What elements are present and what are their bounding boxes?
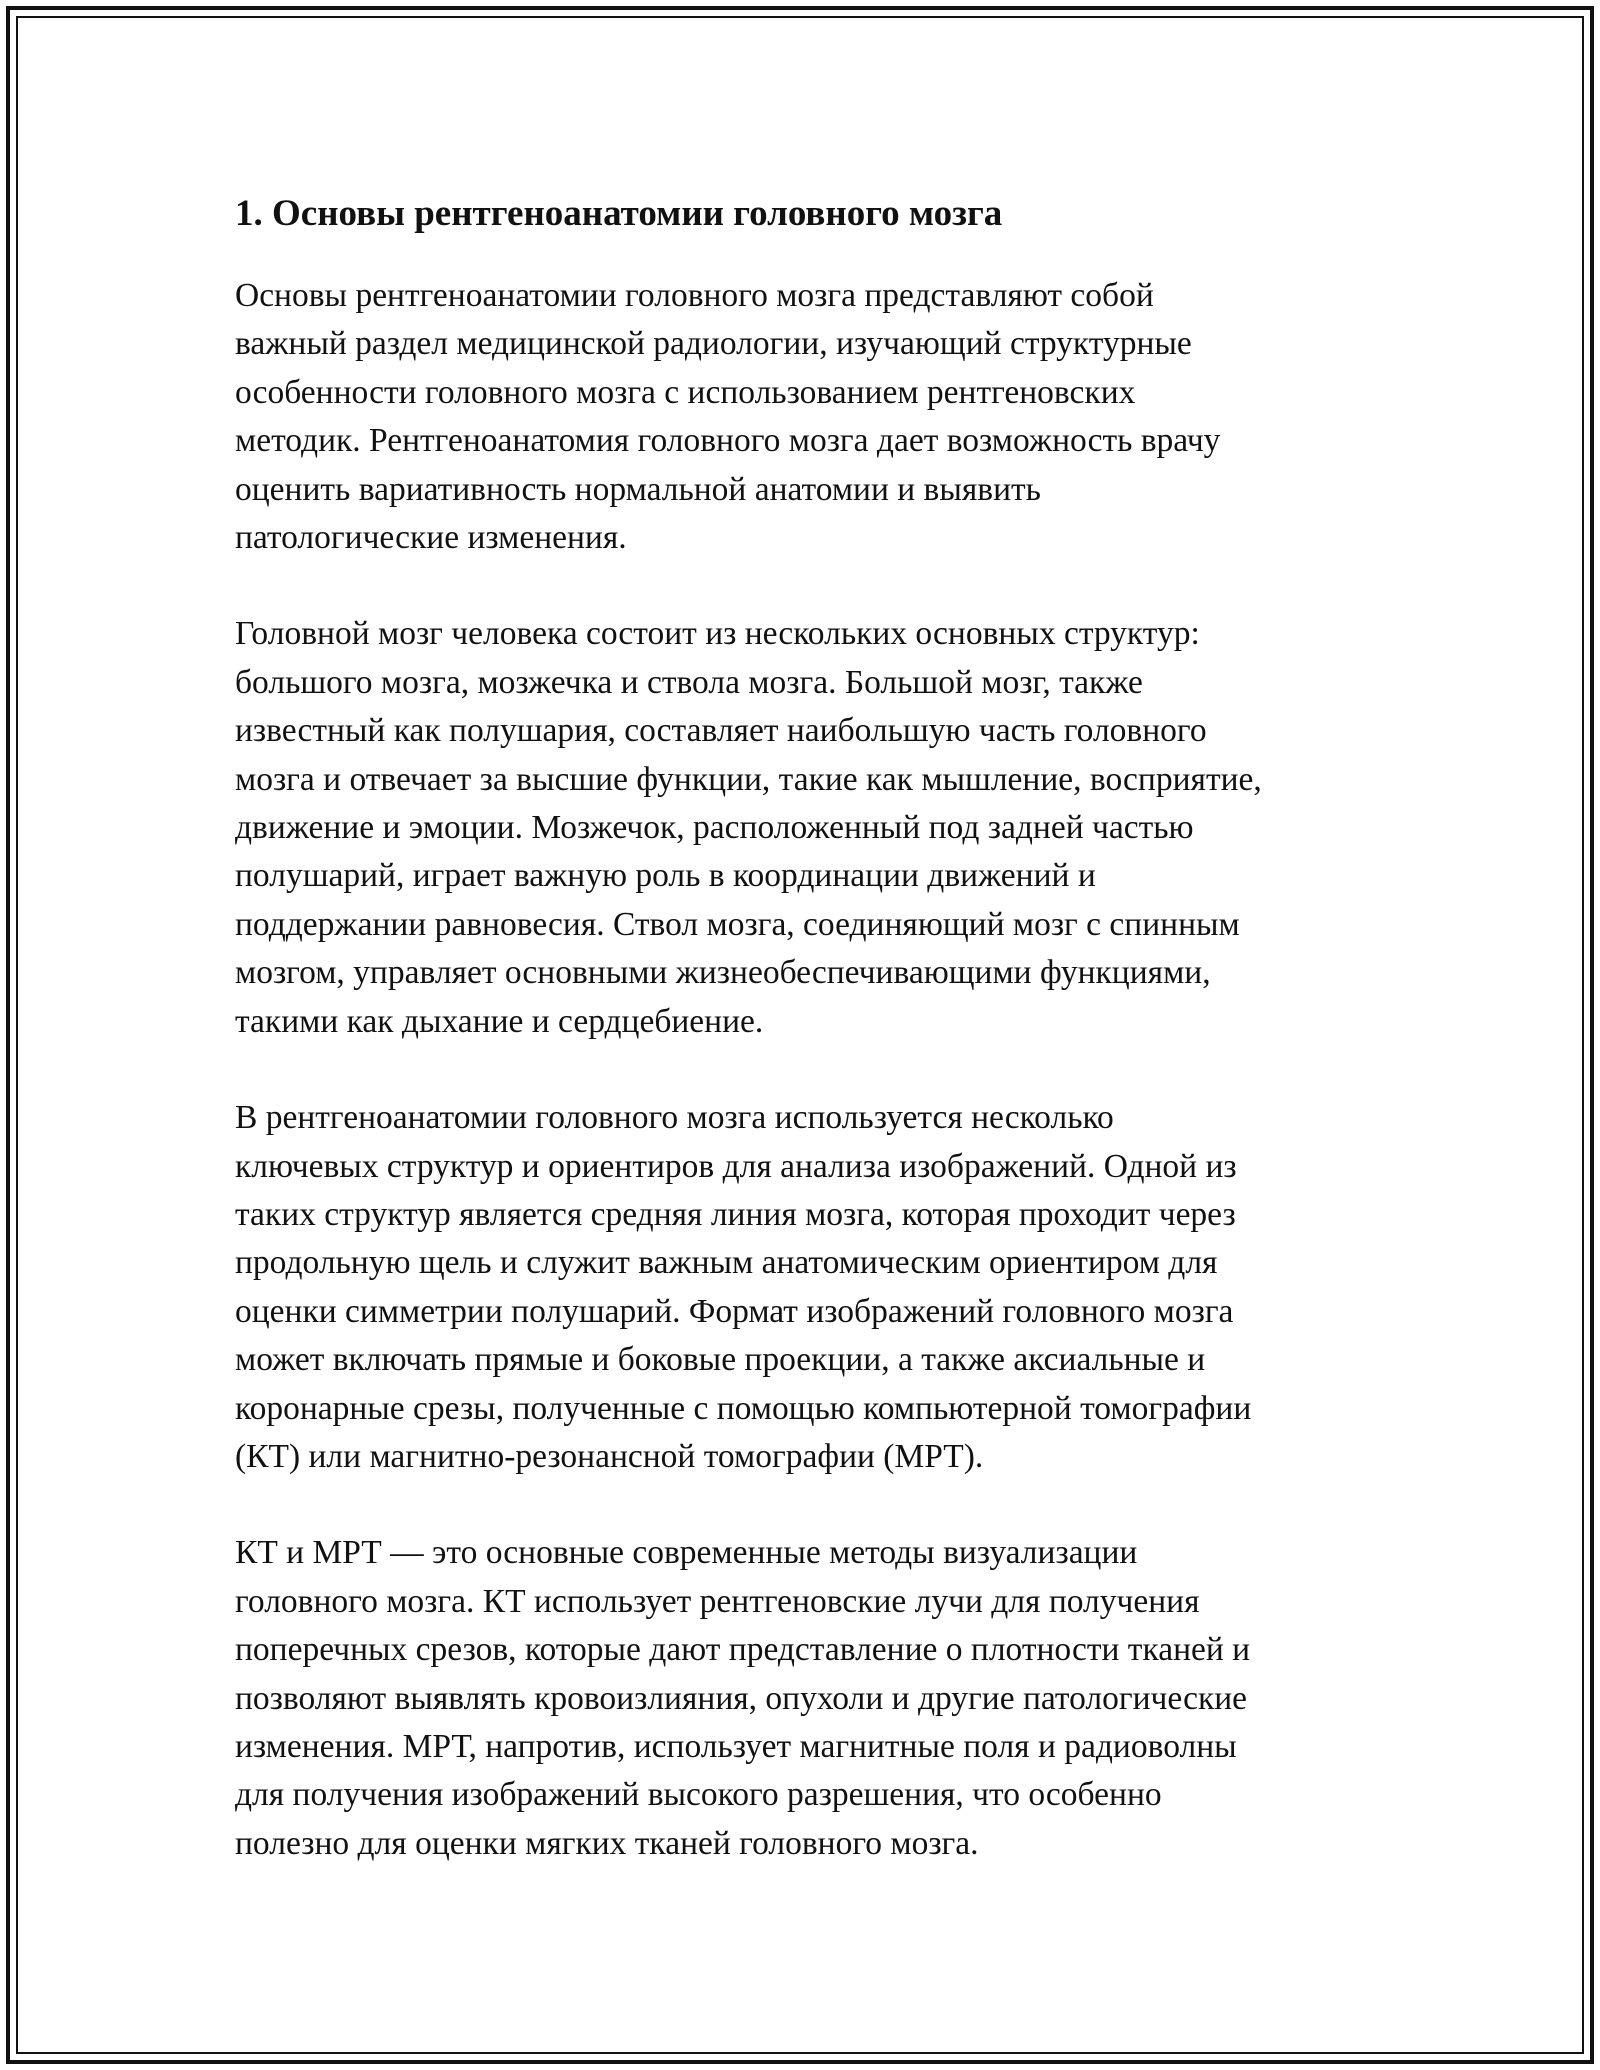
paragraph-1: Основы рентгеноанатомии головного мозга представляют собой важный раздел медицинской радиологии, изучающий структурные особенности головного мозга с использованием рентгеновских методик. Рентгеноанатомия головного мозга дает возможность врачу оценить вариативность нормальной анатомии и выявить патологические изменения. [235,277,1221,557]
paragraph-4: КТ и МРТ — это основные современные методы визуализации головного мозга. КТ использует рентгеновские лучи для получения поперечных срезов, которые дают представление о плотности тканей и позволяют выявлять кровоизлияния, опухоли и другие патологические изменения. МРТ, напротив, использует магнитные поля и радиоволны для получения изображений высокого разрешения, что особенно полезно для оценки мягких тканей головного мозга. [235,1534,1251,1862]
paragraph-2: Головной мозг человека состоит из нескольких основных структур: большого мозга, мозжечка и ствола мозга. Большой мозг, также известный как полушария, составляет наибольшую часть головного мозга и отвечает за высшие функции, такие как мышление, восприятие, движение и эмоции. Мозжечок, расположенный под задней частью полушарий, играет важную роль в координации движений и поддержании равновесия. Ствол мозга, соединяющий мозг с спинным мозгом, управляет основными жизнеобеспечивающими функциями, такими как дыхание и сердцебиение. [235,615,1262,1040]
document-body [235,186,1375,1916]
paragraph-3: В рентгеноанатомии головного мозга используется несколько ключевых структур и ориентиров для анализа изображений. Одной из таких структур является средняя линия мозга, которая проходит через продольную щель и служит важным анатомическим ориентиром для оценки симметрии полушарий. Формат изображений головного мозга может включать прямые и боковые проекции, а также аксиальные и коронарные срезы, полученные с помощью компьютерной томографии (КТ) или магнитно-резонансной томографии (МРТ). [235,1099,1252,1475]
section-heading: 1. Основы рентгеноанатомии головного мозга [235,193,1003,234]
